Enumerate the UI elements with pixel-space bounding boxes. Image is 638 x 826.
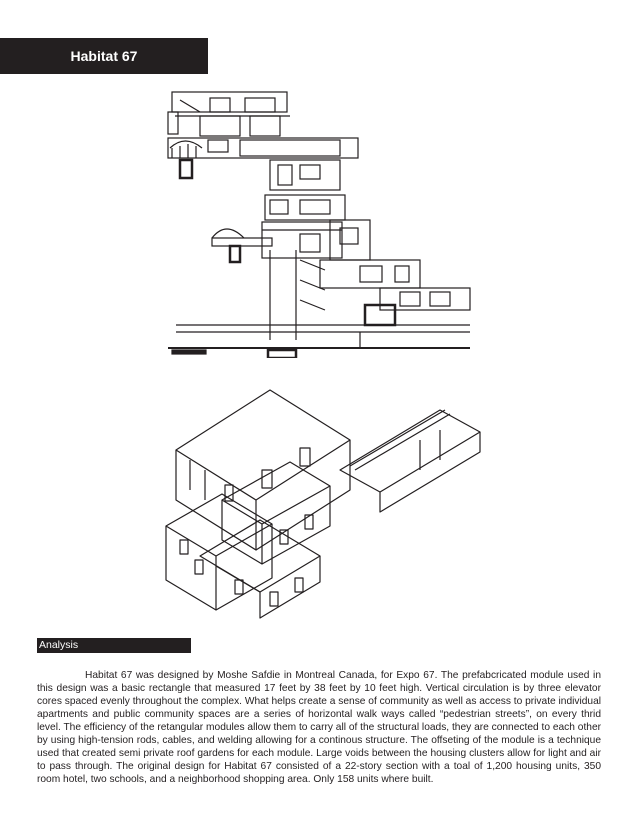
building-section-drawing bbox=[160, 88, 480, 358]
page-title: Habitat 67 bbox=[70, 48, 138, 64]
analysis-paragraph: Habitat 67 was designed by Moshe Safdie in Montreal Canada, for Expo 67. The prefabcricated module used in this design was a basic rectangle that measured 17 feet by 38 feet by 10 feet high. Vertical circulation is by three elevator cores spaced evenly throughout the complex. What helps create a sense of community as well as access to private individual apartments and public community spaces are a series of horizontal walk ways called “pedestrian streets”, on every thrid level. The efficiency of the retangular modules allow them to carry all of the structural loads, they are connected to each other by using high-tension rods, cables, and welding allowing for a continous structure. The offseting of the module is a technique used that created semi private roof gardens for each module. Large voids between the housing clusters allow for light and air to pass through. The original design for Habitat 67 consisted of a 22-story section with a toal of 1,200 housing units, 350 room hotel, two schools, and a neighborhood shopping area. Only 158 units where built. bbox=[37, 670, 601, 785]
building-axonometric-drawing bbox=[160, 388, 490, 624]
analysis-heading: Analysis bbox=[39, 639, 79, 651]
title-banner bbox=[0, 38, 208, 74]
analysis-heading-bar bbox=[37, 638, 191, 653]
